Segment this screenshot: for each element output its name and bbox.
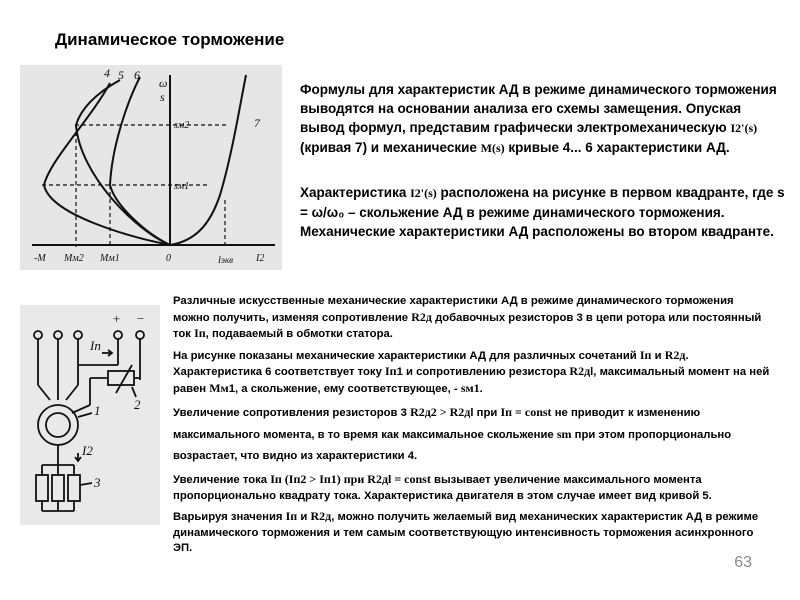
characteristics-graph <box>20 65 282 270</box>
motor-outer <box>38 405 78 445</box>
rotor-resistor-3 <box>68 475 80 501</box>
omega-label: ω <box>159 76 168 90</box>
x-label-minus-m: -M <box>34 253 46 264</box>
x-label-mm1: Mм1 <box>100 253 120 264</box>
page-number: 63 <box>734 554 752 571</box>
slide-title: Динамическое торможение <box>55 30 285 49</box>
paragraph-characteristic-6: На рисунке показаны механические характеристики АД для различных сочетаний Iп и R2д. Характеристика 6 соответствует току Iп1 и сопротивлению резистора R2дl, максимальный момент на ней равен Mм1, а скольжение, ему соответствующее, - sм1. <box>173 347 770 395</box>
circuit-label-3: 3 <box>94 475 101 490</box>
curve-label-7: 7 <box>254 116 260 130</box>
terminal-3 <box>74 331 82 339</box>
circuit-diagram <box>20 305 160 525</box>
x-label-mm2: Mм2 <box>64 253 84 264</box>
terminal-1 <box>34 331 42 339</box>
paragraph-current-increase: Увеличение тока Iп (Iп2 > Iп1) при R2дl = const вызывает увеличение максимального момента пропорционально квадрату тока. Характеристика двигателя в этом случае имеет вид кривой 5. <box>173 472 712 502</box>
x-label-i2: I2 <box>256 253 265 264</box>
rotor-resistor-2 <box>52 475 64 501</box>
quadrant-paragraph: Характеристика I2'(s) расположена на рисунке в первом квадранте, где s = ω/ω₀ – скольжение АД в режиме динамического торможения. Механические характеристики АД расположены во втором квадранте. <box>300 185 785 239</box>
paragraph-resistance-increase: Увеличение сопротивления резисторов 3 R2д2 > R2дl при Iп = const не приводит к изменению максимального момента, в то время как максимальное скольжение sm при этом пропорционально возрастает, что видно из характеристики 4. <box>173 405 732 462</box>
circuit-label-ip: Iп <box>90 338 101 353</box>
description-column <box>173 294 773 562</box>
circuit-label-minus: − <box>136 311 145 326</box>
x-label-zero: 0 <box>166 253 171 264</box>
characteristics-figure <box>20 65 282 270</box>
paragraph-conclusion: Варьируя значения Iп и R2д, можно получить желаемый вид механических характеристик АД в режиме динамического торможения и тем самым соответствующую интенсивность торможения асинхронного ЭП. <box>173 509 759 554</box>
curve-7 <box>170 75 246 245</box>
circuit-figure <box>20 305 160 525</box>
circuit-label-plus: + <box>112 311 121 326</box>
terminal-minus <box>136 331 144 339</box>
terminal-plus <box>114 331 122 339</box>
intro-paragraph: Формулы для характеристик АД в режиме динамического торможения выводятся на основании анализа его схемы замещения. Опуская вывод формул, представим графически электромеханическую I2'(s) (кривая 7) и механические M(s) кривые 4... 6 характеристики АД. <box>300 82 777 155</box>
circuit-label-2: 2 <box>134 397 141 412</box>
s-label: s <box>160 90 165 104</box>
curve-label-4: 4 <box>104 66 110 80</box>
circuit-label-1: 1 <box>94 403 101 418</box>
curve-label-5: 5 <box>118 68 124 82</box>
terminal-2 <box>54 331 62 339</box>
sm2-label: sм2 <box>174 120 190 131</box>
curve-5 <box>76 80 170 245</box>
rotor-resistor-1 <box>36 475 48 501</box>
curve-label-6: 6 <box>134 68 140 82</box>
circuit-label-i2: I2 <box>82 443 93 458</box>
sm1-label: sм1 <box>174 181 190 192</box>
curve-4 <box>44 83 170 245</box>
paragraph-variations: Различные искусственные механические характеристики АД в режиме динамического торможения можно получить, изменяя сопротивление R2д добавочных резисторов 3 в цепи ротора или постоянный ток Iп, подаваемый в обмотки статора. <box>173 295 762 340</box>
motor-rotor <box>46 413 70 437</box>
x-label-iekv: Iэкв <box>218 255 234 265</box>
